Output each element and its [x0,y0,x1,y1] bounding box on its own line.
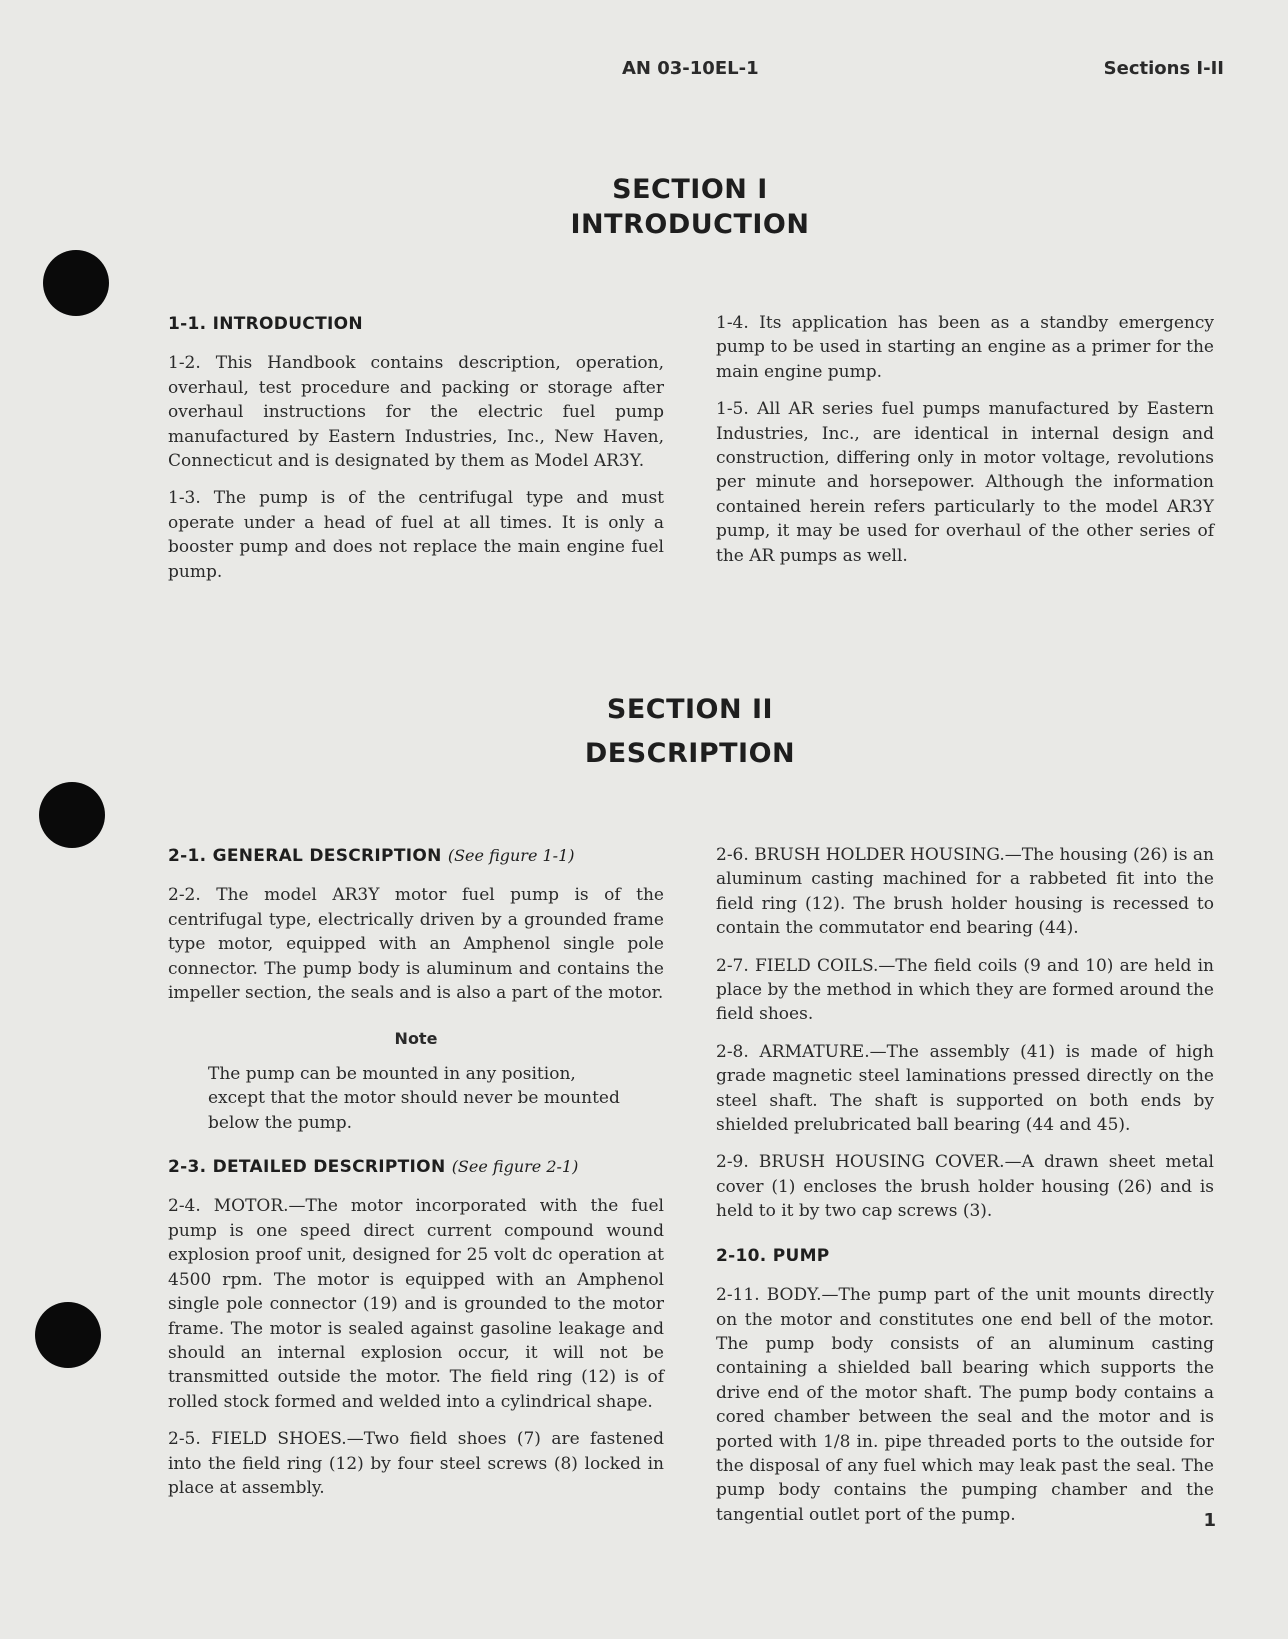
paragraph-2-6: 2-6. BRUSH HOLDER HOUSING.—The housing (26) is an aluminum casting machined for a rabbeted fit into the field ring (12). The brush holder housing is recessed to contain the commutator end bearing (44). [716,845,1214,939]
paragraph-1-4: 1-4. Its application has been as a standby emergency pump to be used in starting an engine as a primer for the main engine pump. [716,313,1214,382]
section-1-title-line2: INTRODUCTION [570,209,810,240]
note-text: The pump can be mounted in any position, except that the motor should never be mounted below the pump. [208,1063,620,1133]
page-number: 1 [1203,1510,1216,1531]
paragraph-2-9: 2-9. BRUSH HOUSING COVER.—A drawn sheet metal cover (1) encloses the brush holder housing (26) and is held to it by two cap screws (3). [716,1152,1214,1222]
note-heading: Note [394,1029,438,1049]
paragraph-2-4: 2-4. MOTOR.—The motor incorporated with the fuel pump is one speed direct current compound wound explosion proof unit, designed for 25 volt dc operation at 4500 rpm. The motor is equipped with an Amphenol single pole connector (19) and is grounded to the motor frame. The motor is sealed against gasoline leakage and should an internal explosion occur, it will not be transmitted outside the motor. The field ring (12) is of rolled stock formed and welded into a cylindrical shape. [168,1196,664,1412]
section-2-right-column [716,843,1214,1540]
heading-2-3 [168,1155,664,1179]
heading-2-3-text: 2-3. DETAILED DESCRIPTION [168,1157,446,1178]
section-2-left-column [168,844,664,1513]
paragraph-1-5: 1-5. All AR series fuel pumps manufactured by Eastern Industries, Inc., are identical in internal design and construction, differing only in motor voltage, revolutions per minute and horsepower. Although the information contained herein refers particularly to the model AR3Y pump, it may be used for overhaul of the other series of the AR pumps as well. [716,399,1214,566]
heading-1-1: 1-1. INTRODUCTION [168,314,363,334]
figure-2-1-reference[interactable]: (See figure 2-1) [451,1157,579,1177]
section-range: Sections I-II [1103,58,1224,79]
paragraph-2-5: 2-5. FIELD SHOES.—Two field shoes (7) are fastened into the field ring (12) by four steel screws (8) locked in place at assembly. [168,1429,664,1498]
heading-2-1-text: 2-1. GENERAL DESCRIPTION [168,846,442,866]
heading-2-10: 2-10. PUMP [716,1245,830,1266]
section-2-title-line2: DESCRIPTION [584,738,796,769]
document-number: AN 03-10EL-1 [622,58,759,79]
heading-2-1 [168,844,664,868]
section-1-right-column [716,311,1214,581]
section-1-title-line1: SECTION I [612,174,768,205]
paragraph-2-11: 2-11. BODY.—The pump part of the unit mounts directly on the motor and constitutes one end bell of the motor. The pump body consists of an aluminum casting containing a shielded ball bearing which supports the drive end of the motor shaft. The pump body contains a cored chamber between the seal and the motor and is ported with 1/8 in. pipe threaded ports to the outside for the disposal of any fuel which may leak past the seal. The pump body contains the pumping chamber and the tangential outlet port of the pump. [716,1285,1214,1525]
paragraph-1-2: 1-2. This Handbook contains description, operation, overhaul, test procedure and packing or storage after overhaul instructions for the electric fuel pump manufactured by Eastern Industries, Inc., New Haven, Connecticut and is designated by them as Model AR3Y. [168,353,664,472]
binder-hole-middle [39,782,105,848]
paragraph-2-8: 2-8. ARMATURE.—The assembly (41) is made of high grade magnetic steel laminations pressed directly on the steel shaft. The shaft is supported on both ends by shielded prelubricated ball bearing (44 and 45). [716,1041,1214,1136]
paragraph-1-3: 1-3. The pump is of the centrifugal type and must operate under a head of fuel at all times. It is only a booster pump and does not replace the main engine fuel pump. [168,488,664,582]
paragraph-2-2: 2-2. The model AR3Y motor fuel pump is of the centrifugal type, electrically driven by a grounded frame type motor, equipped with an Amphenol single pole connector. The pump body is aluminum and contains the impeller section, the seals and is also a part of the motor. [168,885,664,1004]
paragraph-2-7: 2-7. FIELD COILS.—The field coils (9 and 10) are held in place by the method in which they are formed around the field shoes. [716,955,1214,1025]
section-1-left-column [168,312,664,597]
figure-1-1-reference[interactable]: (See figure 1-1) [447,846,575,865]
binder-hole-bottom [35,1302,101,1368]
section-2-title-line1: SECTION II [606,694,774,725]
binder-hole-top [43,250,109,316]
